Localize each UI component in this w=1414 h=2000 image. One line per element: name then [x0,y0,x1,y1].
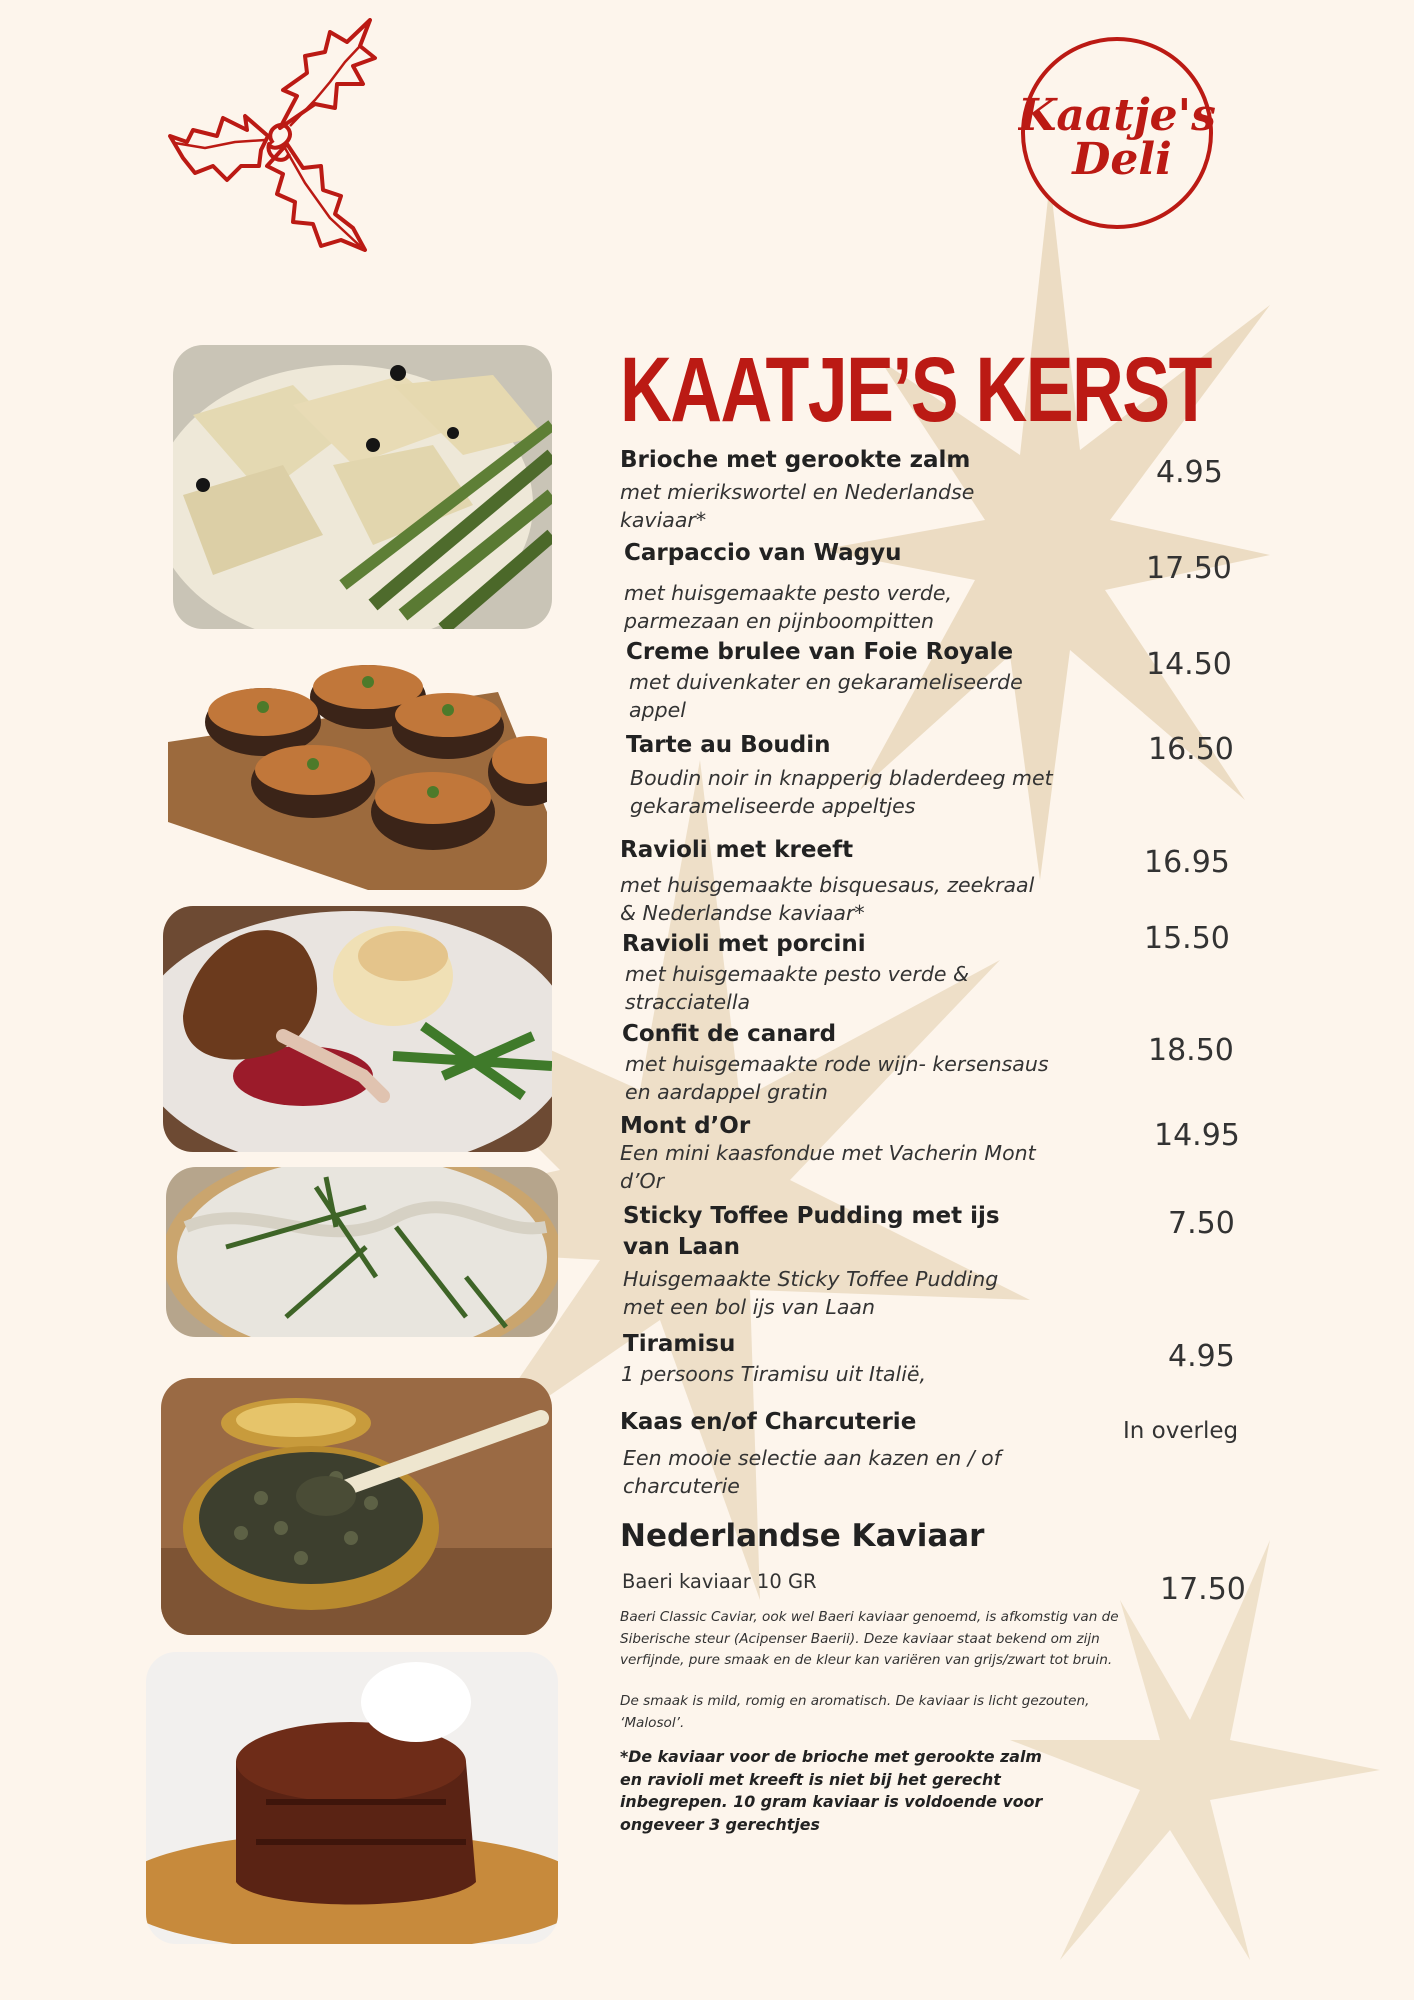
menu-item-name: Mont d’Or [620,1113,751,1139]
svg-text:Deli: Deli [1072,134,1172,185]
menu-item-name: Brioche met gerookte zalm [620,447,971,473]
menu-item-name: Carpaccio van Wagyu [624,540,902,566]
menu-item-price: 7.50 [1168,1206,1235,1241]
menu-item [622,929,1052,1016]
photo-sticky-toffee-pudding [146,1652,558,1944]
menu-item-desc: met huisgemaakte bisquesaus, zeekraal & Nederlandse kaviaar* [620,873,1035,925]
menu-item-price: 15.50 [1144,921,1230,956]
menu-item [623,1329,1053,1388]
menu-item-price: 17.50 [1146,551,1232,586]
menu-item [620,445,1050,534]
caviar-taste: De smaak is mild, romig en aromatisch. De kaviaar is licht gezouten, ‘Malosol’. [620,1693,1090,1731]
menu-item-desc: 1 persoons Tiramisu uit Italië, [621,1362,927,1386]
menu-item-name: Ravioli met porcini [622,931,866,957]
caviar-note: *De kaviaar voor de brioche met gerookte zalm en ravioli met kreeft is niet bij het gerecht inbegrepen. 10 gram kaviaar is voldoende voor ongeveer 3 gerechtjes [620,1747,1043,1834]
photo-tarte-au-boudin [168,652,547,890]
holly-icon [165,18,405,253]
page-title: KAATJE’S KERST [620,339,1211,441]
menu-item-name: Ravioli met kreeft [620,837,854,863]
caviar-description: Baeri Classic Caviar, ook wel Baeri kaviaar genoemd, is afkomstig van de Siberische steur (Acipenser Baerii). Deze kaviaar staat bekend om zijn verfijnde, pure smaak en de kleur kan variëren van grijs/zwart tot bruin. [620,1609,1119,1668]
menu-item-desc: Een mooie selectie aan kazen en / of charcuterie [623,1446,1001,1498]
brand-logo [1018,34,1216,232]
menu-item-name: Kaas en/of Charcuterie [620,1409,917,1435]
menu-item-price: 4.95 [1168,1339,1235,1374]
caviar-product: Baeri kaviaar 10 GR [622,1570,817,1593]
photo-kaviaar [161,1378,552,1635]
menu-item-name: Tarte au Boudin [626,732,831,758]
menu-item-price: 16.95 [1144,845,1230,880]
menu-item [623,1201,1043,1321]
menu-item-price: 14.50 [1146,647,1232,682]
photo-ravioli [173,345,552,629]
menu-item-desc: met duivenkater en gekarameliseerde appel [629,670,1023,722]
menu-item-desc: met huisgemaakte rode wijn- kersensaus en aardappel gratin [625,1052,1049,1104]
menu-item-name: Sticky Toffee Pudding met ijs van Laan [623,1203,1000,1260]
menu-item-desc: met huisgemaakte pesto verde & stracciatella [625,962,969,1014]
menu-item-price: 16.50 [1148,732,1234,767]
menu-item [624,538,1054,635]
menu-item-desc: Een mini kaasfondue met Vacherin Mont d’Or [620,1141,1036,1193]
menu-item-price: 14.95 [1154,1118,1240,1153]
photo-confit-de-canard [163,906,552,1152]
menu-item-desc: Huisgemaakte Sticky Toffee Pudding met een bol ijs van Laan [623,1267,999,1319]
menu-item [626,730,1056,820]
photo-mont-dor [166,1167,558,1337]
menu-item-price: In overleg [1123,1418,1239,1444]
menu-item-name: Tiramisu [623,1331,736,1357]
menu-item [620,1111,1050,1195]
menu-item-desc: Boudin noir in knapperig bladerdeeg met gekarameliseerde appeltjes [630,766,1053,818]
caviar-heading: Nederlandse Kaviaar [620,1518,985,1554]
menu-item-price: 4.95 [1156,455,1223,490]
menu-item-desc: met mierikswortel en Nederlandse kaviaar* [620,480,975,532]
menu-item-desc: met huisgemaakte pesto verde, parmezaan en pijnboompitten [624,581,952,633]
svg-text:Kaatje's: Kaatje's [1018,90,1216,141]
menu-item-name: Confit de canard [622,1021,837,1047]
menu-item-price: 18.50 [1148,1033,1234,1068]
menu-item [620,835,1050,927]
menu-item-name: Creme brulee van Foie Royale [626,639,1014,665]
menu-item [626,637,1056,724]
caviar-price: 17.50 [1160,1572,1246,1607]
menu-item [620,1407,1050,1500]
menu-item [622,1019,1052,1106]
